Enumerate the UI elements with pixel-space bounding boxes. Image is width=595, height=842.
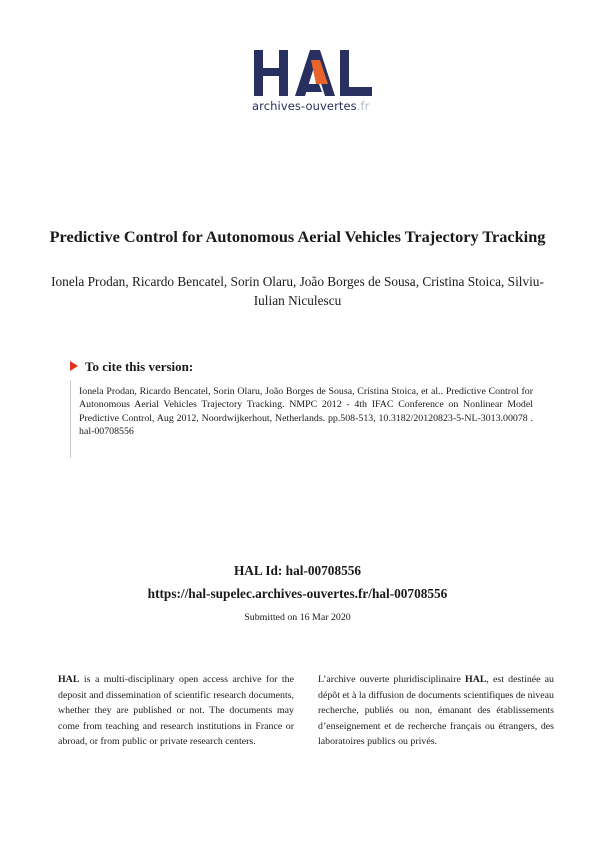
triangle-bullet-icon	[70, 361, 78, 371]
logo-subtitle-main: archives-ouvertes	[252, 99, 357, 113]
footer-english	[58, 672, 294, 750]
footer-left-text: is a multi-disciplinary open access archive for the deposit and dissemination of scientific research documents, whether they are published or not. The documents may come from teaching and research institutions in France or abroad, or from public or private research centers.	[58, 674, 294, 747]
footer-right-bold: HAL	[465, 674, 487, 685]
hal-id: HAL Id: hal-00708556	[233, 563, 362, 578]
footer-left-bold: HAL	[58, 674, 80, 685]
footer-right-text: , est destinée au dépôt et à la diffusion de documents scientifiques de niveau recherche, publiés ou non, émanant des établissements d’enseignement et de recherche français ou étrangers, des laboratoires publics ou privés.	[318, 674, 554, 747]
cite-heading	[70, 359, 193, 375]
logo-subtitle-suffix: .fr	[356, 99, 370, 113]
hal-url-link[interactable]: https://hal-supelec.archives-ouvertes.fr/hal-00708556	[147, 586, 448, 601]
footer-right-prefix: L’archive ouverte pluridisciplinaire	[318, 674, 466, 685]
cite-heading-label: To cite this version:	[85, 359, 194, 374]
submitted-date: Submitted on 16 Mar 2020	[244, 612, 351, 623]
paper-title: Predictive Control for Autonomous Aerial Vehicles Trajectory Tracking	[49, 227, 546, 246]
paper-authors: Ionela Prodan, Ricardo Bencatel, Sorin Olaru, João Borges de Sousa, Cristina Stoica, Silviu-Iulian Niculescu	[51, 274, 544, 308]
citation-text: Ionela Prodan, Ricardo Bencatel, Sorin Olaru, João Borges de Sousa, Cristina Stoica, et al.. Predictive Control for Autonomous Aerial Vehicles Trajectory Tracking. NMPC 2012 - 4th IFAC Conference on Nonlinear Model Predictive Control, Aug 2012, Noordwijkerhout, Netherlands. pp.508-513, 10.3182/20120823-5-NL-3013.00078 . hal-00708556	[79, 386, 533, 438]
citation-box	[70, 380, 533, 458]
hal-logo-subtitle	[252, 99, 370, 113]
footer-french	[318, 672, 554, 750]
